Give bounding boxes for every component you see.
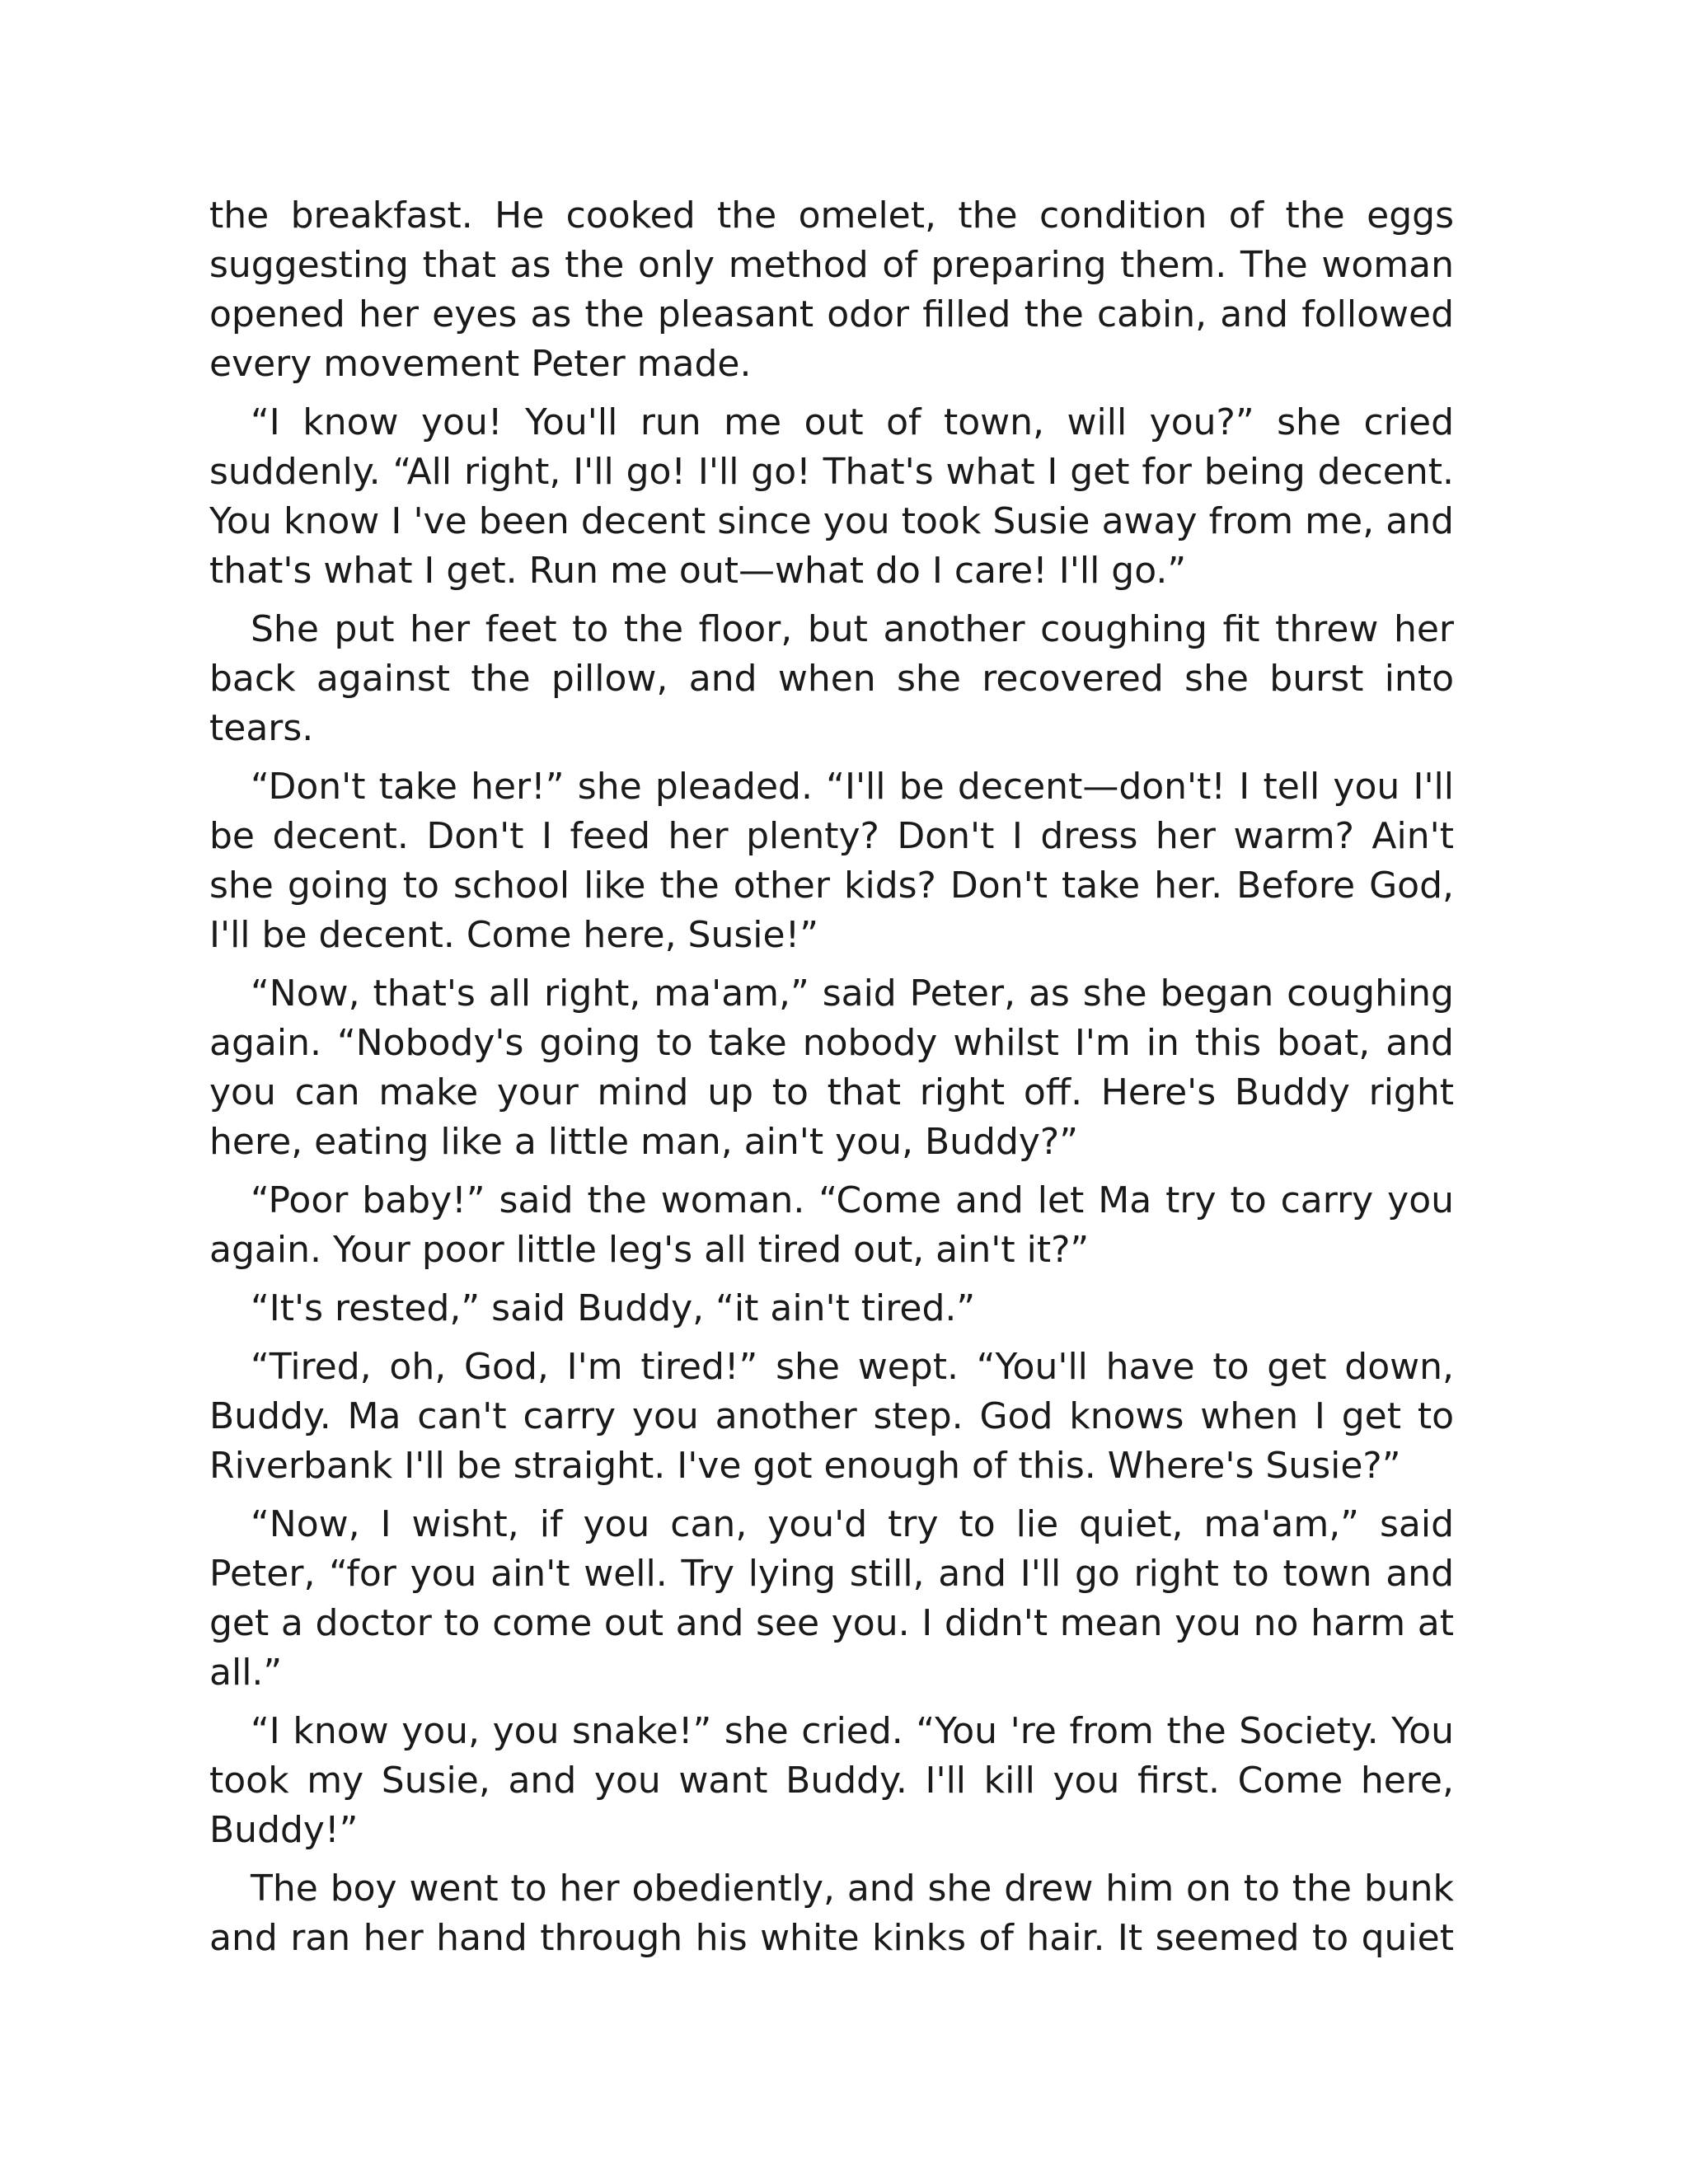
paragraph: “I know you, you snake!” she cried. “You 're from the Society. You took my Susie, and you want Buddy. I'll kill you first. Come here, Buddy!” [209, 1710, 1454, 1851]
paragraph: “It's rested,” said Buddy, “it ain't tired.” [251, 1287, 976, 1329]
paragraph: “Now, that's all right, ma'am,” said Peter, as she began coughing again. “Nobody's going to take nobody whilst I'm in this boat, and you can make your mind up to that right off. Here's Buddy right here, eating like a little man, ain't you, Buddy?” [209, 972, 1454, 1163]
paragraph: “Now, I wisht, if you can, you'd try to lie quiet, ma'am,” said Peter, “for you ain't well. Try lying still, and I'll go right to town and get a doctor to come out and see you. I didn't mean you no harm at all.” [209, 1503, 1454, 1694]
paragraph: “I know you! You'll run me out of town, will you?” she cried suddenly. “All right, I'll go! I'll go! That's what I get for being decent. You know I 've been decent since you took Susie away from me, and that's what I get. Run me out—what do I care! I'll go.” [209, 401, 1454, 592]
paragraph-continues: The boy went to her obediently, and she drew him on to the bunk and ran her hand through his white kinks of hair. It seemed to quiet [209, 1868, 1454, 1959]
book-page [209, 191, 1454, 1963]
paragraph-continued: the breakfast. He cooked the omelet, the condition of the eggs suggesting that as the only method of preparing them. The woman opened her eyes as the pleasant odor filled the cabin, and followed every movement Peter made. [209, 194, 1454, 385]
paragraph: “Poor baby!” said the woman. “Come and let Ma try to carry you again. Your poor little leg's all tired out, ain't it?” [209, 1179, 1454, 1271]
paragraph: She put her feet to the floor, but another coughing fit threw her back against the pillow, and when she recovered she burst into tears. [209, 608, 1454, 749]
paragraph: “Tired, oh, God, I'm tired!” she wept. “You'll have to get down, Buddy. Ma can't carry you another step. God knows when I get to Riverbank I'll be straight. I've got enough of this. Where's Susie?” [209, 1346, 1454, 1487]
paragraph: “Don't take her!” she pleaded. “I'll be decent—don't! I tell you I'll be decent. Don't I feed her plenty? Don't I dress her warm? Ain't she going to school like the other kids? Don't take her. Before God, I'll be decent. Come here, Susie!” [209, 766, 1454, 956]
